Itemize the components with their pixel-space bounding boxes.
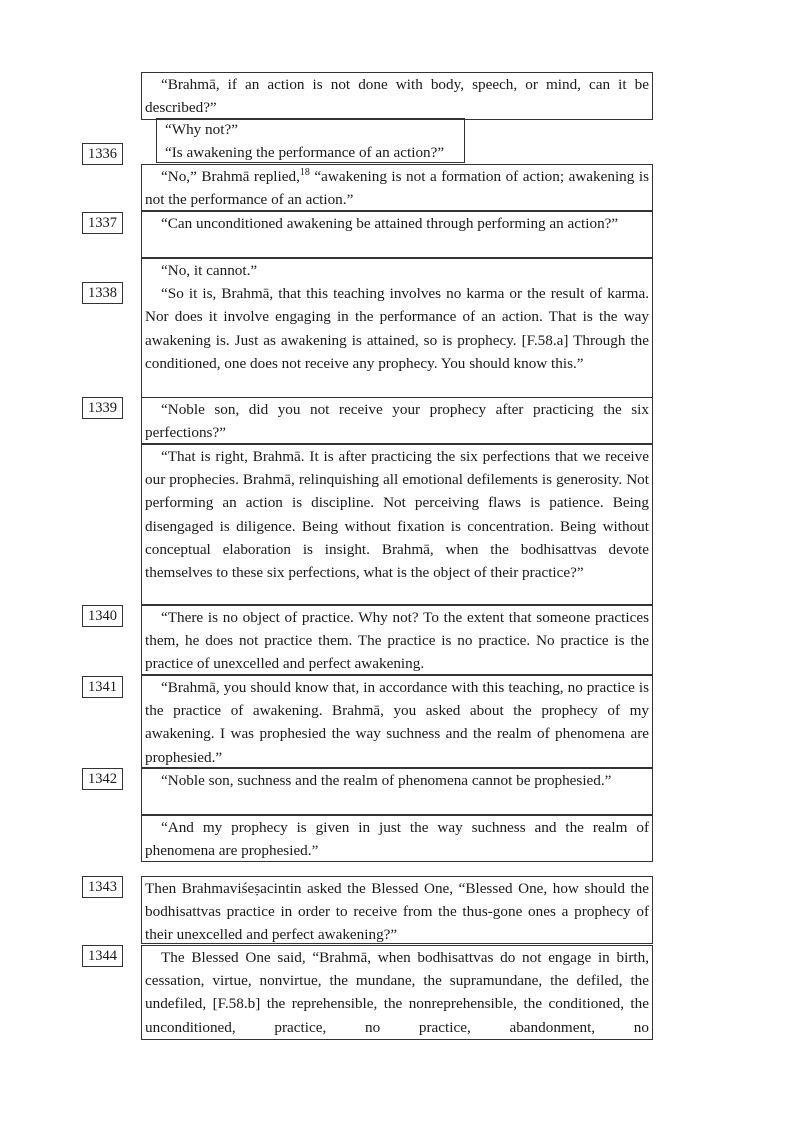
paragraph: [141, 211, 653, 258]
paragraph-number[interactable]: 1339: [82, 397, 123, 419]
paragraph: [156, 118, 465, 163]
paragraph-text: “That is right, Brahmā. It is after practicing the six perfections that we receive our prophecies. Brahmā, relinquishing all emotional defilements is generosity. Not performing an action is discipline. Not perceiving flaws is patience. Being disengaged is diligence. Being without fixation is concentration. Being without conceptual elaboration is insight. Brahmā, when the bodhisattvas devote themselves to these six perfections, what is the object of their practice?”: [145, 448, 649, 582]
paragraph: [141, 945, 653, 1040]
paragraph: [141, 164, 653, 211]
paragraph: [141, 258, 653, 398]
paragraph: [141, 815, 653, 862]
paragraph-number[interactable]: 1344: [82, 945, 123, 967]
paragraph-text: “Brahmā, you should know that, in accordance with this teaching, no practice is the practice of awakening. Brahmā, you asked about the prophecy of my awakening. I was prophesied the way suchness and the realm of phenomena are prophesied.”: [145, 679, 649, 766]
paragraph-text: “awakening is not a formation of action; awakening is not the performance of an action.”: [145, 168, 649, 209]
paragraph-text: “Is awakening the performance of an action?”: [165, 143, 445, 161]
paragraph-text: “Brahmā, if an action is not done with body, speech, or mind, can it be described?”: [145, 76, 649, 117]
paragraph-text: “Noble son, did you not receive your prophecy after practicing the six perfections?”: [145, 401, 649, 442]
paragraph-text: “Can unconditioned awakening be attained through performing an action?”: [161, 215, 619, 232]
paragraph: [141, 605, 653, 675]
paragraph-text: “Why not?”: [165, 121, 238, 138]
paragraph-number[interactable]: 1337: [82, 212, 123, 234]
paragraph: [141, 444, 653, 605]
paragraph-number[interactable]: 1336: [82, 143, 123, 165]
paragraph-number[interactable]: 1340: [82, 605, 123, 627]
paragraph-text: “No, it cannot.”: [161, 262, 258, 279]
paragraph: [141, 768, 653, 815]
paragraph-text: “And my prophecy is given in just the way suchness and the realm of phenomena are prophesied.”: [145, 819, 649, 860]
paragraph-text: “Noble son, suchness and the realm of phenomena cannot be prophesied.”: [161, 772, 612, 789]
paragraph-text: “No,” Brahmā replied,: [161, 168, 300, 185]
paragraph-text: “There is no object of practice. Why not? To the extent that someone practices them, he does not practice them. The practice is no practice. No practice is the practice of unexcelled and perfect awakening.: [145, 609, 649, 673]
paragraph-text: Then Brahmaviśeṣacintin asked the Blessed One, “Blessed One, how should the bodhisattvas practice in order to receive from the thus-gone ones a prophecy of their unexcelled and perfect awakening?”: [145, 880, 649, 944]
paragraph: [141, 675, 653, 768]
paragraph-number[interactable]: 1341: [82, 676, 123, 698]
paragraph-text: The Blessed One said, “Brahmā, when bodhisattvas do not engage in birth, cessation, virtue, nonvirtue, the mundane, the supramundane, the defiled, the undefiled, [F.58.b] the reprehensible, the nonreprehensible, the conditioned, the unconditioned, practice, no practice, abandonment, no: [145, 949, 649, 1036]
paragraph: [141, 876, 653, 944]
paragraph-number[interactable]: 1343: [82, 876, 123, 898]
footnote-marker[interactable]: 18: [299, 167, 310, 178]
paragraph-number[interactable]: 1342: [82, 768, 123, 790]
paragraph: [141, 397, 653, 444]
paragraph: [141, 72, 653, 120]
paragraph-text: “So it is, Brahmā, that this teaching involves no karma or the result of karma. Nor does it involve engaging in the performance of an action. That is the way awakening is. Just as awakening is attained, so is prophecy. [F.58.a] Through the conditioned, one does not receive any prophecy. You should know this.”: [145, 285, 649, 372]
paragraph-number[interactable]: 1338: [82, 282, 123, 304]
